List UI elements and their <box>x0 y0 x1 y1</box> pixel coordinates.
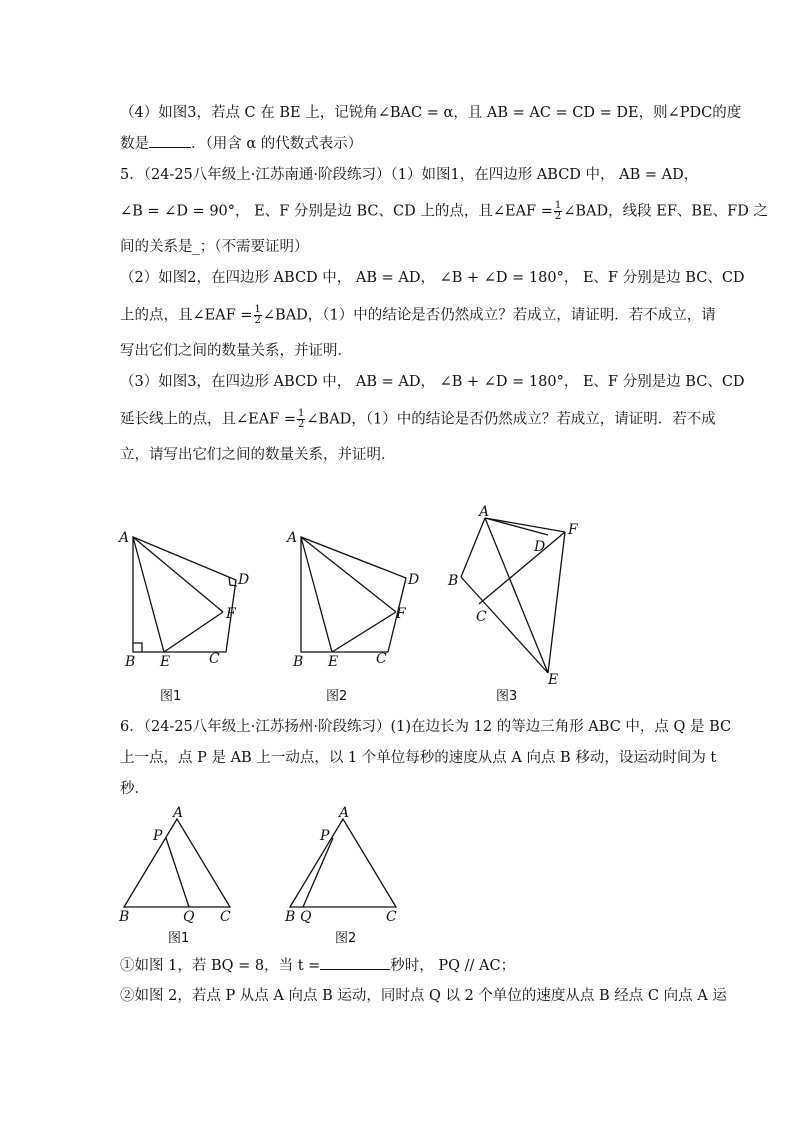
q5-p1-line-3: 间的关系是_；（不需要证明） <box>120 239 309 255</box>
segment-be <box>461 577 548 673</box>
frac-den: 2 <box>298 419 305 430</box>
label-d: D <box>408 572 420 588</box>
label-e: E <box>328 654 339 670</box>
figure-caption: 图1 <box>168 931 190 946</box>
answer-blank-q6[interactable] <box>320 955 390 970</box>
frac-num: 1 <box>254 304 261 315</box>
q6-line-3: 秒． <box>120 781 149 797</box>
label-b: B <box>448 573 459 589</box>
label-f: F <box>226 606 236 622</box>
q6-sub-2: ②如图 2，若点 P 从点 A 向点 B 运动，同时点 Q 以 2 个单位的速度从点 B 经点 C 向点 A 运 <box>120 988 727 1004</box>
frac-num: 1 <box>298 408 305 419</box>
figure-caption: 图2 <box>326 689 348 704</box>
segment-cf <box>479 532 565 604</box>
segment-fe <box>548 532 565 673</box>
segment-ef <box>164 612 223 652</box>
q4-line-2-start: 数是 <box>120 136 149 152</box>
label-a: A <box>173 805 184 821</box>
label-d: D <box>238 572 250 588</box>
segment-af <box>301 537 396 612</box>
q4-line-1: （4）如图3，若点 C 在 BE 上，记锐角∠BAC = α，且 AB = AC = CD = DE，则∠PDC的度 <box>120 105 742 121</box>
q5-figure-1 <box>117 530 249 704</box>
label-f: F <box>568 522 578 538</box>
label-a: A <box>479 504 490 520</box>
q6-sub-1 <box>120 955 680 976</box>
figure-caption: 图3 <box>496 689 518 704</box>
q5-p3-line-3: 立，请写出它们之间的数量关系，并证明． <box>120 447 396 463</box>
label-p: P <box>153 828 163 844</box>
label-a: A <box>339 805 350 821</box>
q5-figure-3 <box>447 504 579 704</box>
figure-caption: 图1 <box>160 689 182 704</box>
label-b: B <box>119 909 130 925</box>
label-q: Q <box>300 909 312 925</box>
label-e: E <box>160 654 171 670</box>
q5-p3-line-2-end: ∠BAD，（1）中的结论是否仍然成立？若成立，请证明．若不成 <box>306 411 716 428</box>
label-a: A <box>287 530 298 546</box>
label-c: C <box>376 651 387 667</box>
q6-line-2: 上一点，点 P 是 AB 上一动点，以 1 个单位每秒的速度从点 A 向点 B 移动，设运动时间为 t <box>120 750 717 766</box>
triangle-abc <box>290 819 396 907</box>
triangle-abc <box>124 819 230 907</box>
label-e: E <box>548 672 559 688</box>
frac-num: 1 <box>554 200 562 211</box>
q5-p1-line-2-start: ∠B = ∠D = 90°， E、F 分别是边 BC、CD 上的点，且∠EAF = <box>120 203 553 220</box>
label-p: P <box>320 828 330 844</box>
label-b: B <box>293 654 304 670</box>
segment-ae <box>301 537 332 652</box>
label-q: Q <box>183 909 195 925</box>
q5-p2-line-2-end: ∠BAD，（1）中的结论是否仍然成立？若成立，请证明．若不成立，请 <box>262 307 716 324</box>
q5-p2-line-3: 写出它们之间的数量关系，并证明． <box>120 343 352 359</box>
figure-caption: 图2 <box>335 931 357 946</box>
q6-figure-1 <box>118 805 231 946</box>
right-angle-mark-b <box>133 643 142 652</box>
segment-af <box>133 537 223 612</box>
q5-p3-line-2-start: 延长线上的点，且∠EAF = <box>120 411 297 428</box>
segment-af <box>485 518 565 532</box>
q6-figure-2 <box>284 805 397 946</box>
segment-ef <box>332 612 396 652</box>
label-b: B <box>285 909 296 925</box>
frac-den: 2 <box>254 315 261 326</box>
segment-ad <box>485 518 548 535</box>
q5-p1-line-2-end: ∠BAD，线段 EF、BE、FD 之 <box>563 203 768 220</box>
segment-pq <box>303 838 333 907</box>
q5-p2-line-2-start: 上的点，且∠EAF = <box>120 307 253 324</box>
frac-den: 2 <box>554 211 562 222</box>
q6-sub-1-start: ①如图 1，若 BQ = 8，当 t = <box>120 958 321 974</box>
label-c: C <box>476 609 487 625</box>
segment-ae <box>133 537 164 652</box>
label-b: B <box>125 654 136 670</box>
q5-p3-line-1: （3）如图3，在四边形 ABCD 中， AB = AD， ∠B + ∠D = 180°， E、F 分别是边 BC、CD <box>120 374 745 390</box>
q6-header: 6．（24-25八年级上·江苏扬州·阶段练习）(1)在边长为 12 的等边三角形 ABC 中，点 Q 是 BC <box>120 719 732 735</box>
segment-pq <box>166 838 189 907</box>
label-c: C <box>209 651 220 667</box>
q6-sub-1-end: 秒时， PQ // AC； <box>390 958 516 974</box>
label-a: A <box>119 530 130 546</box>
segment-ab <box>461 518 485 577</box>
label-c: C <box>220 909 231 925</box>
label-d: D <box>534 539 546 555</box>
q5-figure-2 <box>285 530 419 704</box>
label-f: F <box>396 606 406 622</box>
q5-p2-line-1: （2）如图2，在四边形 ABCD 中， AB = AD， ∠B + ∠D = 180°， E、F 分别是边 BC、CD <box>120 270 745 286</box>
label-c: C <box>386 909 397 925</box>
q4-line-2-end: ．（用含 α 的代数式表示） <box>191 136 363 152</box>
q5-header: 5．（24-25八年级上·江苏南通·阶段练习）（1）如图1，在四边形 ABCD 中， AB = AD， <box>120 167 699 183</box>
